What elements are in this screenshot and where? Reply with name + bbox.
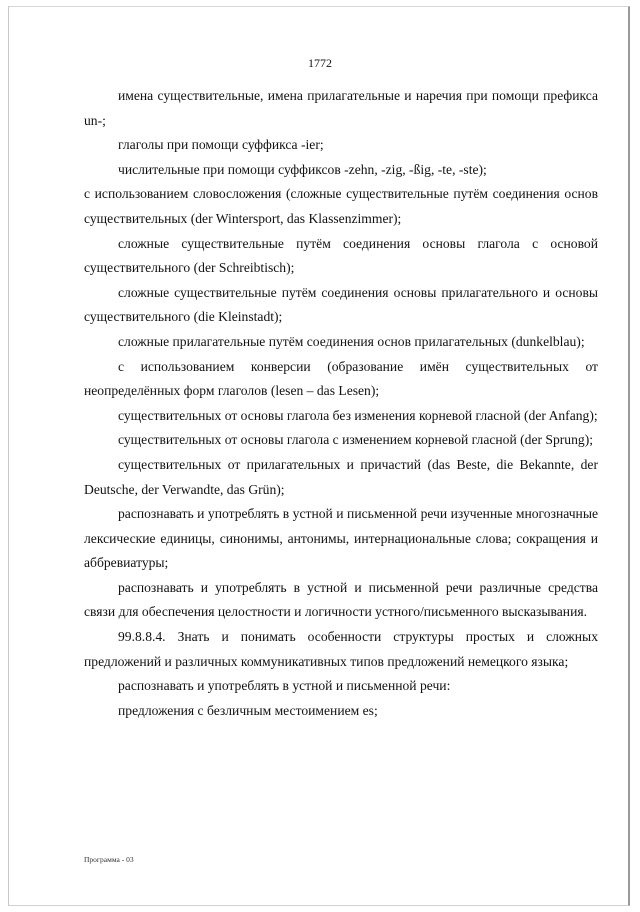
- paragraph: существительных от основы глагола с изменением корневой гласной (der Sprung);: [118, 432, 594, 448]
- document-body: [84, 84, 598, 723]
- paragraph: глаголы при помощи суффикса -ier;: [118, 137, 324, 153]
- paragraph: сложные существительные путём соединения основы прилагательного и основы существительного (die Kleinstadt);: [84, 284, 598, 325]
- paragraph: сложные существительные путём соединения основы глагола с основой существительного (der Schreibtisch);: [84, 235, 598, 276]
- paragraph: имена существительные, имена прилагательные и наречия при помощи префикса un-;: [84, 88, 598, 128]
- page-footer: Программа - 03: [84, 855, 134, 864]
- paragraph: сложные прилагательные путём соединения основ прилагательных (dunkelblau);: [118, 333, 585, 349]
- paragraph: распознавать и употреблять в устной и письменной речи:: [118, 678, 451, 694]
- paragraph: предложения с безличным местоимением es;: [118, 702, 378, 718]
- paragraph: распознавать и употреблять в устной и письменной речи различные средства связи для обеспечения целостности и логичности устного/письменного высказывания.: [84, 579, 598, 620]
- paragraph: распознавать и употреблять в устной и письменной речи изученные многозначные лексические единицы, синонимы, антонимы, интернациональные слова; сокращения и аббревиатуры;: [84, 506, 598, 571]
- paragraph: существительных от прилагательных и причастий (das Beste, die Bekannte, der Deutsche, der Verwandte, das Grün);: [84, 456, 598, 497]
- paragraph: с использованием словосложения (сложные существительные путём соединения основ существительных (der Wintersport, das Klassenzimmer);: [84, 186, 598, 226]
- paragraph: 99.8.8.4. Знать и понимать особенности структуры простых и сложных предложений и различных коммуникативных типов предложений немецкого языка;: [84, 629, 598, 669]
- paragraph: числительные при помощи суффиксов -zehn, -zig, -ßig, -te, -ste);: [118, 161, 487, 177]
- paragraph: с использованием конверсии (образование имён существительных от неопределённых форм глаголов (lesen – das Lesen);: [84, 358, 598, 399]
- paragraph: существительных от основы глагола без изменения корневой гласной (der Anfang);: [118, 407, 598, 423]
- page-number: 1772: [308, 56, 332, 70]
